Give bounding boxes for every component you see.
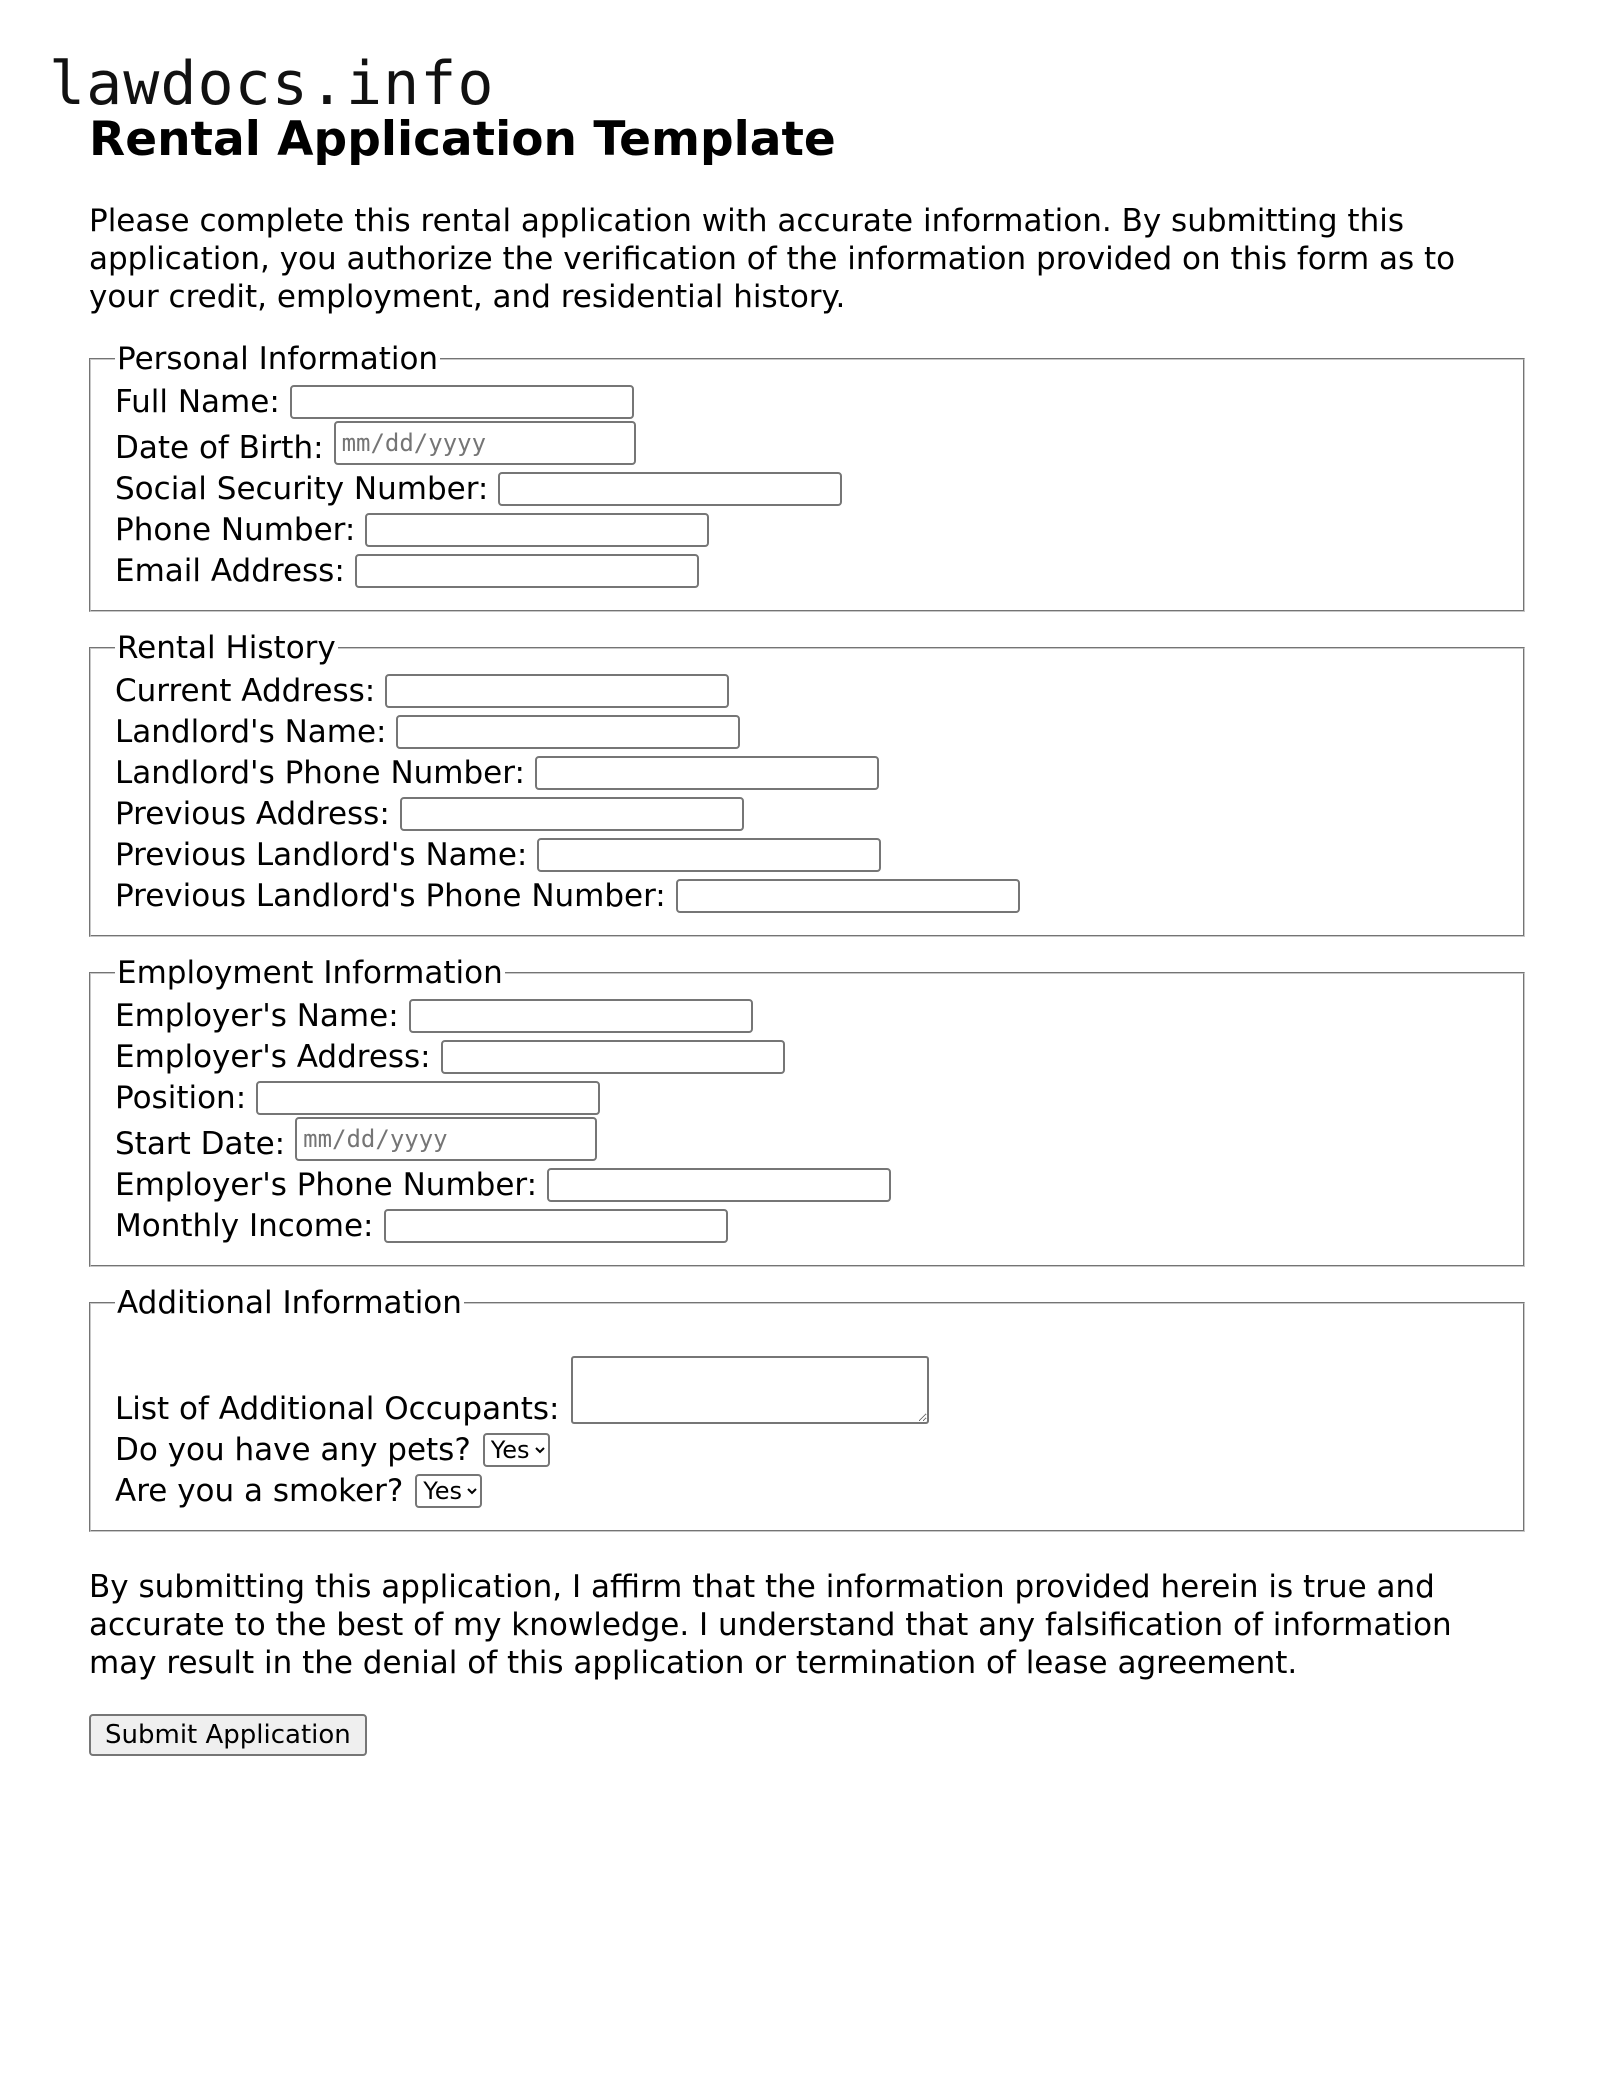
landlord-phone-row [115,751,1499,792]
ssn-row [115,467,1499,508]
landlord-name-label: Landlord's Name: [115,714,387,750]
pets-label: Do you have any pets? [115,1432,471,1468]
phone-input[interactable] [365,513,709,547]
occupants-row [115,1336,1499,1428]
previous-address-input[interactable] [400,797,744,831]
rental-application-form [89,342,1525,1756]
email-row [115,549,1499,590]
employment-information-section [89,956,1525,1267]
full-name-input[interactable] [290,385,634,419]
previous-landlord-phone-label: Previous Landlord's Phone Number: [115,878,666,914]
current-address-row [115,669,1499,710]
site-logo: lawdocs.info [49,49,495,119]
previous-landlord-name-row [115,833,1499,874]
smoker-label: Are you a smoker? [115,1473,404,1509]
rental-history-section [89,631,1525,937]
landlord-phone-label: Landlord's Phone Number: [115,755,525,791]
smoker-select[interactable] [415,1474,482,1508]
email-input[interactable] [355,554,699,588]
position-row [115,1076,1499,1117]
dob-input[interactable] [334,421,636,465]
submit-application-button[interactable]: Submit Application [89,1714,367,1756]
pets-select[interactable] [483,1433,550,1467]
previous-address-row [115,792,1499,833]
employer-address-label: Employer's Address: [115,1039,431,1075]
employer-name-row [115,994,1499,1035]
employment-information-legend: Employment Information [117,955,503,991]
landlord-name-input[interactable] [396,715,740,749]
start-date-label: Start Date: [115,1126,286,1162]
personal-information-section [89,342,1525,612]
email-label: Email Address: [115,553,345,589]
landlord-phone-input[interactable] [535,756,879,790]
employer-phone-label: Employer's Phone Number: [115,1167,538,1203]
page-title: Rental Application Template [89,112,836,167]
start-date-row [115,1117,1499,1163]
previous-landlord-name-input[interactable] [537,838,881,872]
previous-landlord-name-label: Previous Landlord's Name: [115,837,528,873]
employer-address-input[interactable] [441,1040,785,1074]
current-address-label: Current Address: [115,673,376,709]
monthly-income-row [115,1204,1499,1245]
phone-row [115,508,1499,549]
ssn-label: Social Security Number: [115,471,489,507]
pets-row [115,1428,1499,1469]
previous-address-label: Previous Address: [115,796,390,832]
employer-name-input[interactable] [409,999,753,1033]
additional-information-section [89,1286,1525,1532]
form-page [89,110,1525,1756]
dob-label: Date of Birth: [115,430,324,466]
monthly-income-input[interactable] [384,1209,728,1243]
smoker-row [115,1469,1499,1510]
intro-text: Please complete this rental application with accurate information. By submitting this application, you authorize the verification of the information provided on this form as to your credit, employment, and residential history. [89,203,1456,315]
previous-landlord-phone-row [115,874,1499,915]
position-input[interactable] [256,1081,600,1115]
landlord-name-row [115,710,1499,751]
position-label: Position: [115,1080,247,1116]
employer-address-row [115,1035,1499,1076]
rental-history-legend: Rental History [117,630,336,666]
previous-landlord-phone-input[interactable] [676,879,1020,913]
employer-phone-row [115,1163,1499,1204]
dob-row [115,421,1499,467]
start-date-input[interactable] [295,1117,597,1161]
ssn-input[interactable] [498,472,842,506]
employer-name-label: Employer's Name: [115,998,399,1034]
full-name-row [115,380,1499,421]
current-address-input[interactable] [385,674,729,708]
phone-label: Phone Number: [115,512,356,548]
occupants-label: List of Additional Occupants: [115,1391,560,1427]
personal-information-legend: Personal Information [117,341,439,377]
monthly-income-label: Monthly Income: [115,1208,374,1244]
affirmation-text: By submitting this application, I affirm that the information provided herein is true and accurate to the best of my knowledge. I understand that any falsification of information may result in the denial of this application or termination of lease agreement. [89,1569,1452,1681]
additional-information-legend: Additional Information [117,1285,462,1321]
full-name-label: Full Name: [115,384,280,420]
occupants-textarea[interactable] [571,1356,929,1424]
employer-phone-input[interactable] [547,1168,891,1202]
